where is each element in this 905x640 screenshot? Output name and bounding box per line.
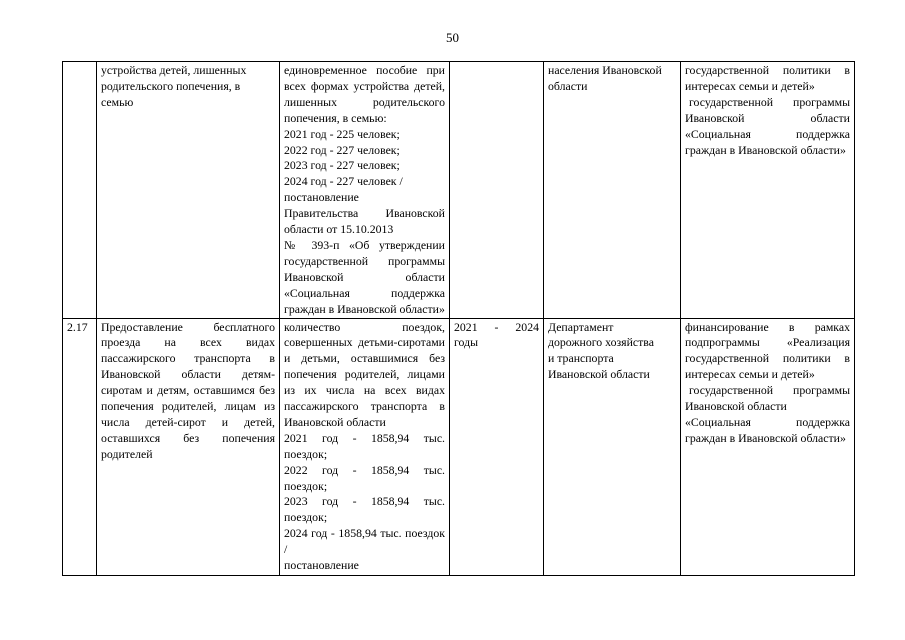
executor-cell: [544, 318, 681, 575]
indicator-text: единовременное пособие при всех формах устройства детей, лишенных родительского попечения, в семью:: [284, 63, 445, 125]
indicator-text: постановление: [284, 190, 359, 205]
funding-text: «Социальная поддержка граждан в Ивановской области»: [685, 414, 850, 445]
indicator-cell: [280, 318, 450, 575]
indicator-text: 2022 год - 227 человек;: [284, 142, 400, 157]
term-suffix: годы: [454, 335, 479, 350]
funding-text: государственной политики в интересах семьи и детей»: [685, 63, 850, 93]
indicator-text: 2023 год - 227 человек;: [284, 158, 400, 173]
executor-line: дорожного хозяйства: [548, 335, 654, 350]
indicator-text: № 393-п «Об утверждении государственной программы Ивановской области «Социальная поддержка граждан в Ивановской области»: [284, 237, 445, 316]
term-to: 2024: [515, 319, 539, 334]
indicator-text: 2021 год - 1858,94 тыс. поездок;: [284, 430, 445, 461]
indicator-text: количество поездок, совершенных детьми-сиротами и детьми, оставшимися без попечения родителей, лицами из их числа на всех видах пассажирского транспорта в Ивановской области: [284, 319, 445, 429]
indicator-text: 2022 год - 1858,94 тыс. поездок;: [284, 462, 445, 493]
row-number-cell: [63, 62, 97, 319]
funding-cell: [681, 62, 855, 319]
executor-line: Ивановской области: [548, 367, 650, 382]
indicator-text: постановление: [284, 558, 359, 573]
event-line: родительского попечения, в: [101, 78, 241, 93]
term-cell: [450, 62, 544, 319]
term-dash: -: [494, 319, 499, 334]
page-number: 50: [446, 30, 459, 45]
event-cell: [97, 318, 280, 575]
indicator-text: 2024 год - 227 человек /: [284, 174, 403, 189]
funding-text: государственной программы Ивановской области: [685, 383, 850, 414]
executor-line: и транспорта: [548, 351, 614, 366]
executor-line: населения Ивановской: [548, 63, 662, 77]
term-from: 2021: [454, 319, 478, 334]
event-line: семью: [101, 94, 134, 109]
indicator-text: 2024 год - 1858,94 тыс. поездок /: [284, 526, 445, 557]
event-cell: [97, 62, 280, 319]
event-text: Предоставление бесплатного проезда на всех видах пассажирского транспорта в Ивановской области детям-сиротам и детям, оставшимся без попечения родителей, лицам из числа детей-сирот и детей, оставшихся без попечения родителей: [101, 319, 275, 461]
indicator-text: Правительства Ивановской области от 15.10.2013: [284, 206, 445, 237]
indicator-text: 2023 год - 1858,94 тыс. поездок;: [284, 494, 445, 525]
executor-line: области: [548, 78, 588, 93]
term-years: [454, 320, 539, 336]
funding-text: государственной программы Ивановской области «Социальная поддержка граждан в Ивановской области»: [685, 94, 850, 157]
funding-cell: [681, 318, 855, 575]
funding-text: финансирование в рамках подпрограммы «Реализация государственной политики в интересах семьи и детей»: [685, 319, 850, 382]
indicator-text: 2021 год - 225 человек;: [284, 126, 400, 141]
executor-cell: [544, 62, 681, 319]
table-row: [63, 62, 855, 319]
row-number-cell: 2.17: [63, 318, 97, 575]
event-line: устройства детей, лишенных: [101, 63, 247, 77]
term-cell: [450, 318, 544, 575]
table-row: [63, 318, 855, 575]
executor-line: Департамент: [548, 319, 614, 334]
indicator-cell: [280, 62, 450, 319]
program-table: [62, 61, 855, 576]
